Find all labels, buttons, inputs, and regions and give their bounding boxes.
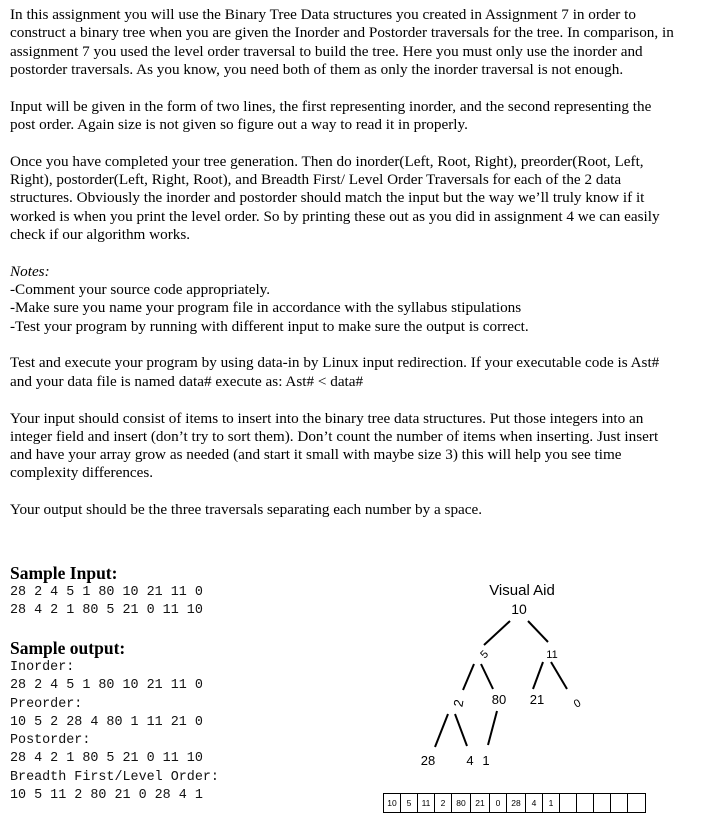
array-cell: 2 <box>435 794 452 812</box>
sample-output-line: Breadth First/Level Order: <box>10 769 219 785</box>
sample-input-line: 28 4 2 1 80 5 21 0 11 10 <box>10 603 203 619</box>
tree-node: 2 <box>450 698 467 708</box>
visual-aid-tree <box>380 572 700 817</box>
tree-node: 4 <box>466 753 474 768</box>
visual-aid-title: Visual Aid <box>489 582 555 599</box>
tree-edge <box>455 714 467 746</box>
level-order-array <box>383 793 646 813</box>
input-details-paragraph: Your input should consist of items to insert into the binary tree data structures. Put those integers into an integer field and insert (don’t try to sort them). Don’t count the number of items when inserting. Just insert and have your array grow as needed (and start it small with maybe size 3) this will help you see time complexity differences. <box>10 409 659 482</box>
sample-output-line: 10 5 11 2 80 21 0 28 4 1 <box>10 788 203 804</box>
tree-node: 10 <box>511 601 527 617</box>
execution-paragraph: Test and execute your program by using data-in by Linux input redirection. If your executable code is Ast# and your data file is named data# execute as: Ast# < data# <box>10 354 660 390</box>
sample-input-title: Sample Input: <box>10 563 118 583</box>
tree-edge <box>528 621 548 642</box>
sample-output-line: Preorder: <box>10 696 83 712</box>
array-cell <box>594 794 611 812</box>
input-format-paragraph: Input will be given in the form of two lines, the first representing inorder, and the second representing the post order. Again size is not given so figure out a way to read it in properly. <box>10 97 652 133</box>
array-cell: 4 <box>526 794 543 812</box>
sample-input-section <box>10 562 390 621</box>
array-cell: 0 <box>490 794 507 812</box>
sample-output-line: 28 4 2 1 80 5 21 0 11 10 <box>10 751 203 767</box>
array-cell: 1 <box>543 794 560 812</box>
tree-node: 5 <box>478 648 492 662</box>
sample-output-title: Sample output: <box>10 638 126 658</box>
array-cell: 28 <box>507 794 526 812</box>
array-cell: 80 <box>452 794 471 812</box>
sample-output-line: 10 5 2 28 4 80 1 11 21 0 <box>10 714 203 730</box>
tree-edge <box>488 711 497 745</box>
tree-edge <box>435 714 448 747</box>
intro-paragraph: In this assignment you will use the Binary Tree Data structures you created in Assignment 7 in order to construct a binary tree when you are given the Inorder and Postorder traversals for the tree. In comparison, in assignment 7 you used the level order traversal to build the tree. Here you must only use the inorder and postorder traversals. As you know, you need both of them as only the inorder traversal is not enough. <box>10 6 674 78</box>
tree-node: 1 <box>482 753 490 768</box>
note-item: -Make sure you name your program file in accordance with the syllabus stipulations <box>10 299 522 317</box>
tree-edge <box>533 662 543 689</box>
tree-edge <box>463 664 474 690</box>
tree-node: 0 <box>571 697 584 711</box>
tree-edge <box>481 664 493 689</box>
output-paragraph: Your output should be the three traversals separating each number by a space. <box>10 501 483 519</box>
notes-section <box>10 263 680 336</box>
traversals-paragraph: Once you have completed your tree generation. Then do inorder(Left, Root, Right), preorder(Root, Left, Right), postorder(Left, Right, Root), and Breadth First/ Level Order Traversals for each of the 2 data structures. Obviously the inorder and postorder should match the input but the way we’ll truly know if it worked is when you print the level order. So by printing these out as you did in assignment 4 we can easily check if our algorithm works. <box>10 152 660 243</box>
tree-node: 80 <box>491 692 507 707</box>
assignment-page <box>10 6 680 538</box>
notes-label: Notes: <box>10 262 50 280</box>
tree-edge <box>551 662 567 689</box>
array-cell: 10 <box>384 794 401 812</box>
note-item: -Test your program by running with different input to make sure the output is correct. <box>10 317 529 335</box>
array-cell <box>577 794 594 812</box>
array-cell: 11 <box>418 794 435 812</box>
array-cell: 5 <box>401 794 418 812</box>
sample-input-line: 28 2 4 5 1 80 10 21 11 0 <box>10 585 203 600</box>
array-cell <box>628 794 645 812</box>
sample-output-line: Postorder: <box>10 733 91 749</box>
tree-node: 28 <box>420 753 436 768</box>
note-item: -Comment your source code appropriately. <box>10 281 271 299</box>
sample-output-line: 28 2 4 5 1 80 10 21 11 0 <box>10 678 203 694</box>
tree-node: 11 <box>546 649 558 661</box>
sample-output-line: Inorder: <box>10 660 75 675</box>
array-cell: 21 <box>471 794 490 812</box>
tree-node: 21 <box>529 692 545 707</box>
tree-edge <box>484 621 510 645</box>
array-cell <box>611 794 628 812</box>
array-cell <box>560 794 577 812</box>
sample-output-section <box>10 637 390 805</box>
